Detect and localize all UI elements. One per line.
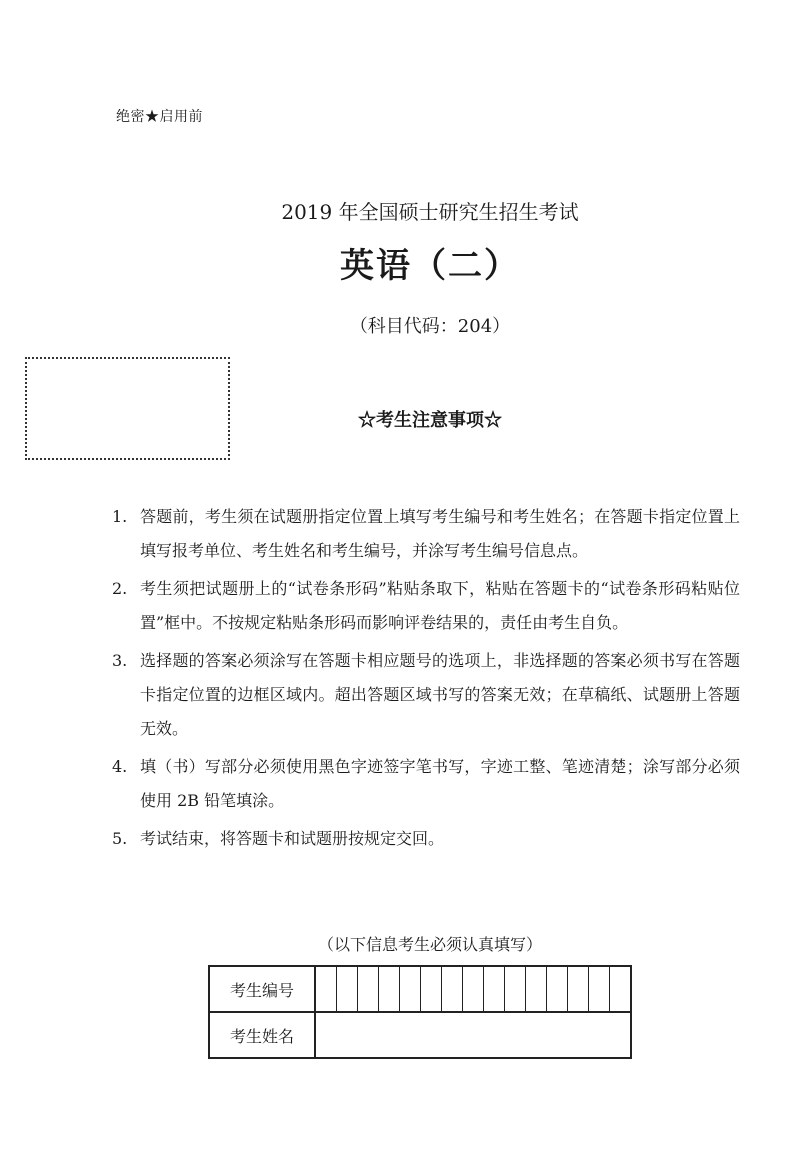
candidate-name-field[interactable] [315,1012,631,1058]
classification-mark: 绝密★启用前 [116,109,203,125]
notice-text: 答题前，考生须在试题册指定位置上填写考生编号和考生姓名；在答题卡指定位置上填写报考单位、考生姓名和考生编号，并涂写考生编号信息点。 [140,507,740,560]
info-form-note: （以下信息考生必须认真填写） [317,935,542,954]
notice-text: 选择题的答案必须涂写在答题卡相应题号的选项上，非选择题的答案必须书写在答题卡指定位置的边框区域内。超出答题区域书写的答案无效；在草稿纸、试题册上答题无效。 [140,651,740,738]
notice-item [112,644,740,746]
candidate-number-digit-box[interactable] [589,966,610,1012]
candidate-info-table [208,965,632,1059]
candidate-number-digit-box[interactable] [505,966,526,1012]
notice-item [112,500,740,568]
candidate-number-digit-box[interactable] [463,966,484,1012]
candidate-number-digit-box[interactable] [400,966,421,1012]
candidate-number-digit-box[interactable] [421,966,442,1012]
candidate-number-digit-box[interactable] [358,966,379,1012]
candidate-number-digit-box[interactable] [484,966,505,1012]
candidate-number-digit-box[interactable] [379,966,400,1012]
notice-item [112,822,740,856]
candidate-number-digit-box[interactable] [442,966,463,1012]
candidate-number-digit-box[interactable] [315,966,337,1012]
candidate-name-label: 考生姓名 [209,1012,315,1058]
candidate-number-digit-box[interactable] [526,966,547,1012]
notice-number: 1. [112,507,128,526]
subject-code: （科目代码：204） [349,316,511,337]
subject-title: 英语（二） [340,246,520,286]
candidate-number-label: 考生编号 [209,966,315,1012]
notice-number: 5. [112,829,128,848]
candidate-name-row [209,1012,631,1058]
notice-number: 4. [112,757,128,776]
notice-list [112,500,740,860]
candidate-number-digit-box[interactable] [337,966,358,1012]
candidate-number-digit-box[interactable] [610,966,632,1012]
notice-heading: ☆考生注意事项☆ [358,410,502,431]
notice-text: 考生须把试题册上的“试卷条形码”粘贴条取下，粘贴在答题卡的“试卷条形码粘贴位置”框中。不按规定粘贴条形码而影响评卷结果的，责任由考生自负。 [140,579,740,632]
exam-title: 2019 年全国硕士研究生招生考试 [281,200,579,224]
notice-text: 填（书）写部分必须使用黑色字迹签字笔书写，字迹工整、笔迹清楚；涂写部分必须使用 2B 铅笔填涂。 [140,757,740,810]
notice-item [112,750,740,818]
notice-text: 考试结束，将答题卡和试题册按规定交回。 [140,829,445,848]
candidate-number-row [209,966,631,1012]
notice-item [112,572,740,640]
notice-number: 3. [112,651,128,670]
notice-number: 2. [112,579,128,598]
candidate-number-digit-box[interactable] [547,966,568,1012]
candidate-number-digit-box[interactable] [568,966,589,1012]
